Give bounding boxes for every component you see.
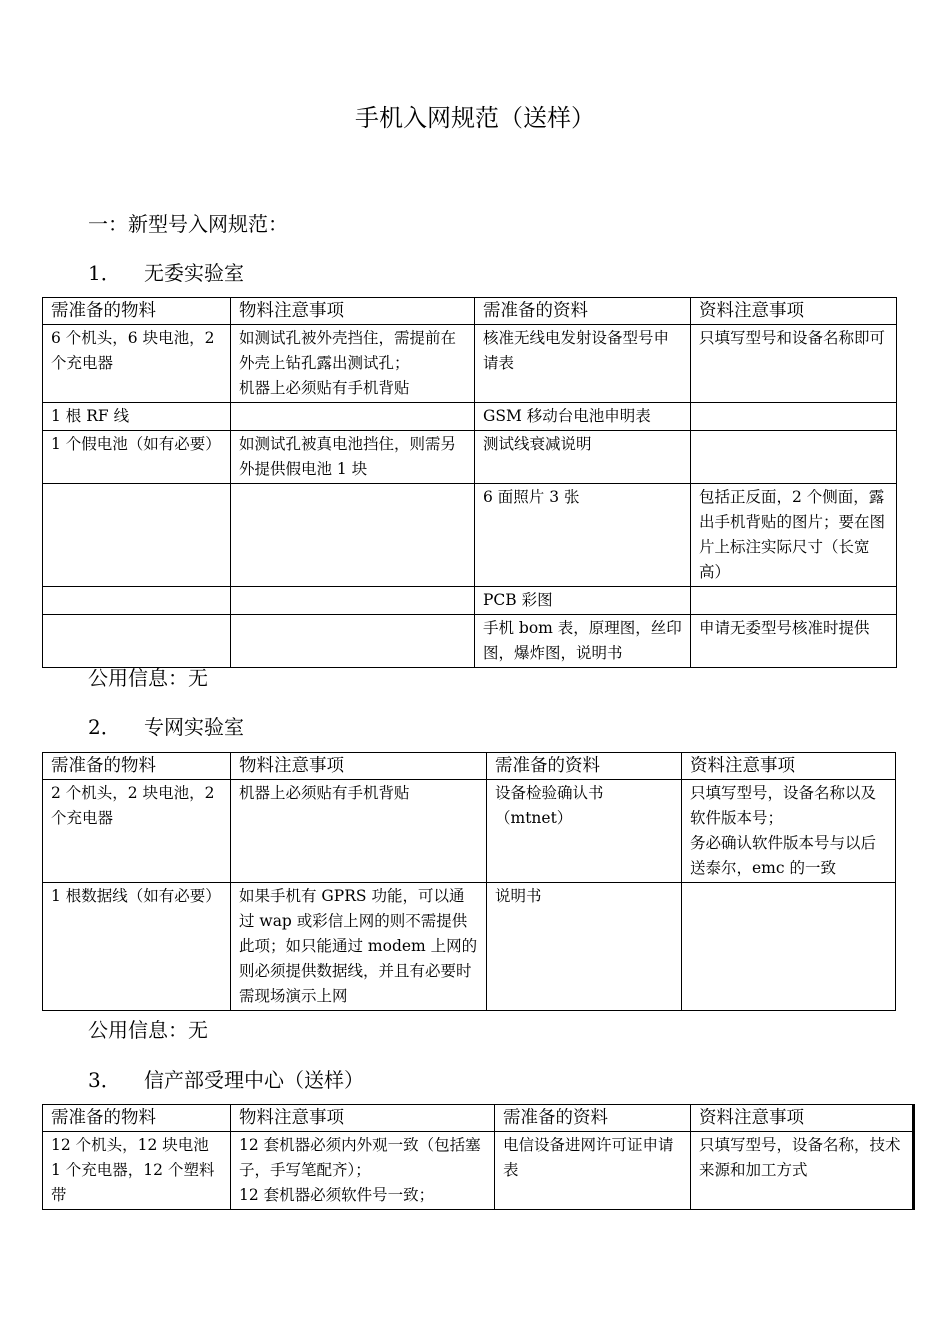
public-info-note-2: 公用信息：无 [88, 1018, 208, 1042]
subsection-number: 1． [88, 261, 121, 285]
table-row [43, 1132, 914, 1210]
cell-text: 12 个机头，12 块电池 [51, 1136, 209, 1154]
table-cell [231, 780, 487, 883]
table-cell [682, 780, 896, 883]
cell-text: 说明书 [495, 887, 542, 905]
table-cell [475, 431, 691, 484]
subsection-name: 无委实验室 [144, 261, 244, 285]
table-cell [691, 325, 897, 403]
cell-text: 如测试孔被真电池挡住，则需另外提供假电池 1 块 [239, 435, 457, 478]
public-info-note-1: 公用信息：无 [88, 666, 208, 690]
cell-text: 1 个假电池（如有必要） [51, 435, 221, 453]
cell-text: 务必确认软件版本号与以后送泰尔，emc 的一致 [690, 834, 877, 877]
table-cell [43, 883, 231, 1011]
table-row [43, 883, 896, 1011]
cell-text: 只填写型号，设备名称，技术来源和加工方式 [699, 1136, 901, 1179]
cell-text: 如测试孔被外壳挡住，需提前在外壳上钻孔露出测试孔； [239, 329, 457, 372]
table-cell [475, 615, 691, 668]
table-cell [231, 431, 475, 484]
cell-text: 测试线衰减说明 [483, 435, 592, 453]
column-header: 资料注意事项 [682, 753, 896, 780]
cell-text: 12 套机器必须内外观一致（包括塞子，手写笔配齐）； [239, 1136, 481, 1179]
subsection-number: 3． [88, 1068, 121, 1092]
table-header-row [43, 753, 896, 780]
cell-text: 机器上必须贴有手机背贴 [239, 379, 410, 397]
cell-text: 只填写型号，设备名称以及软件版本号； [690, 784, 877, 827]
table-header-row [43, 298, 897, 325]
table-cell [43, 484, 231, 587]
cell-text: 手机 bom 表，原理图，丝印图，爆炸图，说明书 [483, 619, 682, 662]
section-heading: 一：新型号入网规范： [88, 212, 288, 236]
table-header-row [43, 1105, 914, 1132]
table-row [43, 587, 897, 615]
table-cell [43, 780, 231, 883]
cell-text: 设备检验确认书（mtnet） [495, 784, 604, 827]
column-header: 需准备的物料 [43, 298, 231, 325]
cell-text: 12 套机器必须软件号一致； [239, 1186, 435, 1204]
table-row [43, 325, 897, 403]
table-row [43, 615, 897, 668]
table-cell [43, 1132, 231, 1210]
cell-text: 如果手机有 GPRS 功能，可以通过 wap 或彩信上网的则不需提供此项；如只能通过 modem 上网的则必须提供数据线，并且有必要时需现场演示上网 [239, 887, 478, 1005]
subsection-3-heading [88, 1064, 364, 1093]
table-cell [43, 325, 231, 403]
column-header: 需准备的资料 [475, 298, 691, 325]
cell-text: 1 根 RF 线 [51, 407, 130, 425]
cell-text: 6 个机头，6 块电池，2 个充电器 [51, 329, 215, 372]
table-row [43, 403, 897, 431]
column-header: 资料注意事项 [691, 1105, 914, 1132]
table-row [43, 484, 897, 587]
cell-text: 核准无线电发射设备型号申请表 [483, 329, 670, 372]
table-cell [475, 587, 691, 615]
column-header: 物料注意事项 [231, 1105, 495, 1132]
table-cell [231, 484, 475, 587]
table-cell [231, 587, 475, 615]
table-cell [487, 883, 682, 1011]
column-header: 物料注意事项 [231, 753, 487, 780]
table-cell [475, 403, 691, 431]
cell-text: 1 个充电器，12 个塑料带 [51, 1161, 215, 1204]
table-cell [691, 615, 897, 668]
table-wuwei-lab [42, 297, 897, 668]
column-header: 资料注意事项 [691, 298, 897, 325]
cell-text: 2 个机头，2 块电池，2 个充电器 [51, 784, 215, 827]
subsection-1-heading [88, 257, 244, 286]
table-cell [231, 615, 475, 668]
column-header: 需准备的物料 [43, 753, 231, 780]
table-cell [691, 587, 897, 615]
table-cell [691, 484, 897, 587]
cell-text: 包括正反面，2 个侧面，露出手机背贴的图片；要在图片上标注实际尺寸（长宽高） [699, 488, 886, 581]
cell-text: 1 根数据线（如有必要） [51, 887, 221, 905]
table-cell [691, 431, 897, 484]
cell-text: GSM 移动台电池申明表 [483, 407, 651, 425]
table-miit-acceptance-center [42, 1104, 915, 1210]
subsection-number: 2． [88, 715, 121, 739]
table-cell [231, 1132, 495, 1210]
cell-text: PCB 彩图 [483, 591, 553, 609]
table-cell [475, 484, 691, 587]
page-title: 手机入网规范（送样） [355, 104, 595, 132]
subsection-name: 信产部受理中心（送样） [144, 1068, 364, 1092]
table-cell [43, 403, 231, 431]
table-private-network-lab [42, 752, 896, 1011]
table-cell [495, 1132, 691, 1210]
table-cell [691, 1132, 914, 1210]
table-cell [231, 403, 475, 431]
table-cell [231, 325, 475, 403]
cell-text: 6 面照片 3 张 [483, 488, 580, 506]
table-cell [231, 883, 487, 1011]
table-cell [682, 883, 896, 1011]
column-header: 需准备的物料 [43, 1105, 231, 1132]
table-row [43, 431, 897, 484]
cell-text: 只填写型号和设备名称即可 [699, 329, 886, 347]
table-cell [43, 615, 231, 668]
table-cell [487, 780, 682, 883]
table-cell [43, 431, 231, 484]
table-row [43, 780, 896, 883]
column-header: 物料注意事项 [231, 298, 475, 325]
table-cell [475, 325, 691, 403]
subsection-name: 专网实验室 [144, 715, 244, 739]
table-cell [691, 403, 897, 431]
column-header: 需准备的资料 [487, 753, 682, 780]
cell-text: 机器上必须贴有手机背贴 [239, 784, 410, 802]
subsection-2-heading [88, 711, 244, 740]
cell-text: 电信设备进网许可证申请表 [503, 1136, 674, 1179]
column-header: 需准备的资料 [495, 1105, 691, 1132]
cell-text: 申请无委型号核准时提供 [699, 619, 870, 637]
table-cell [43, 587, 231, 615]
